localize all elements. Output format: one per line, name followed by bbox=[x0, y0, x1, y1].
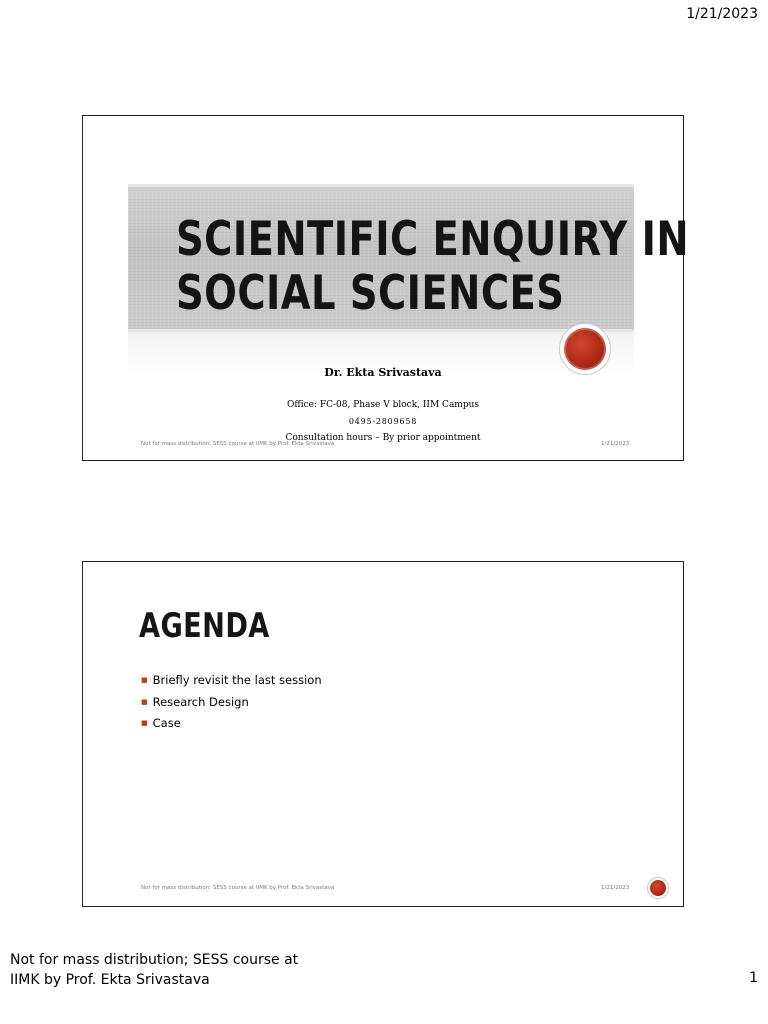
slide-footer-note: Not for mass distribution; SESS course at IIMK by Prof. Ekta Srivastava bbox=[141, 885, 335, 891]
title-band bbox=[128, 184, 690, 332]
title-line-2: SOCIAL SCIENCES bbox=[176, 266, 565, 321]
page-number: 1 bbox=[749, 970, 758, 986]
bullet-icon: ■ bbox=[141, 697, 148, 706]
list-item: ■ Research Design bbox=[141, 694, 249, 709]
slide-title bbox=[82, 115, 690, 461]
list-item: ■ Briefly revisit the last session bbox=[141, 673, 322, 687]
bullet-icon: ■ bbox=[141, 676, 148, 684]
page-date: 1/21/2023 bbox=[686, 6, 758, 22]
list-item: ■ Case bbox=[141, 716, 181, 730]
phone-number: 0495-2809658 bbox=[348, 417, 418, 426]
page-footer-note: Not for mass distribution; SESS course at IIMK by Prof. Ekta Srivastava bbox=[10, 952, 299, 988]
agenda-title: AGENDA bbox=[139, 606, 270, 646]
decorative-circle-icon bbox=[647, 877, 669, 899]
author-name: Dr. Ekta Srivastava bbox=[324, 366, 442, 379]
slide-title-text bbox=[176, 212, 690, 321]
agenda-list bbox=[141, 670, 322, 735]
bullet-icon: ■ bbox=[141, 719, 148, 727]
office-address: Office: FC-08, Phase V block, IIM Campus bbox=[286, 400, 480, 410]
slide-agenda bbox=[82, 561, 684, 907]
slide-footer-note: Not for mass distribution; SESS course at IIMK by Prof. Ekta Srivastava bbox=[141, 441, 335, 447]
consultation-hours: Consultation hours – By prior appointment bbox=[285, 433, 481, 443]
slide-footer-date: 1/21/2023 bbox=[601, 885, 630, 891]
slide-footer-date: 1/21/2023 bbox=[601, 441, 630, 447]
title-line-1: SCIENTIFIC ENQUIRY IN bbox=[176, 212, 690, 267]
